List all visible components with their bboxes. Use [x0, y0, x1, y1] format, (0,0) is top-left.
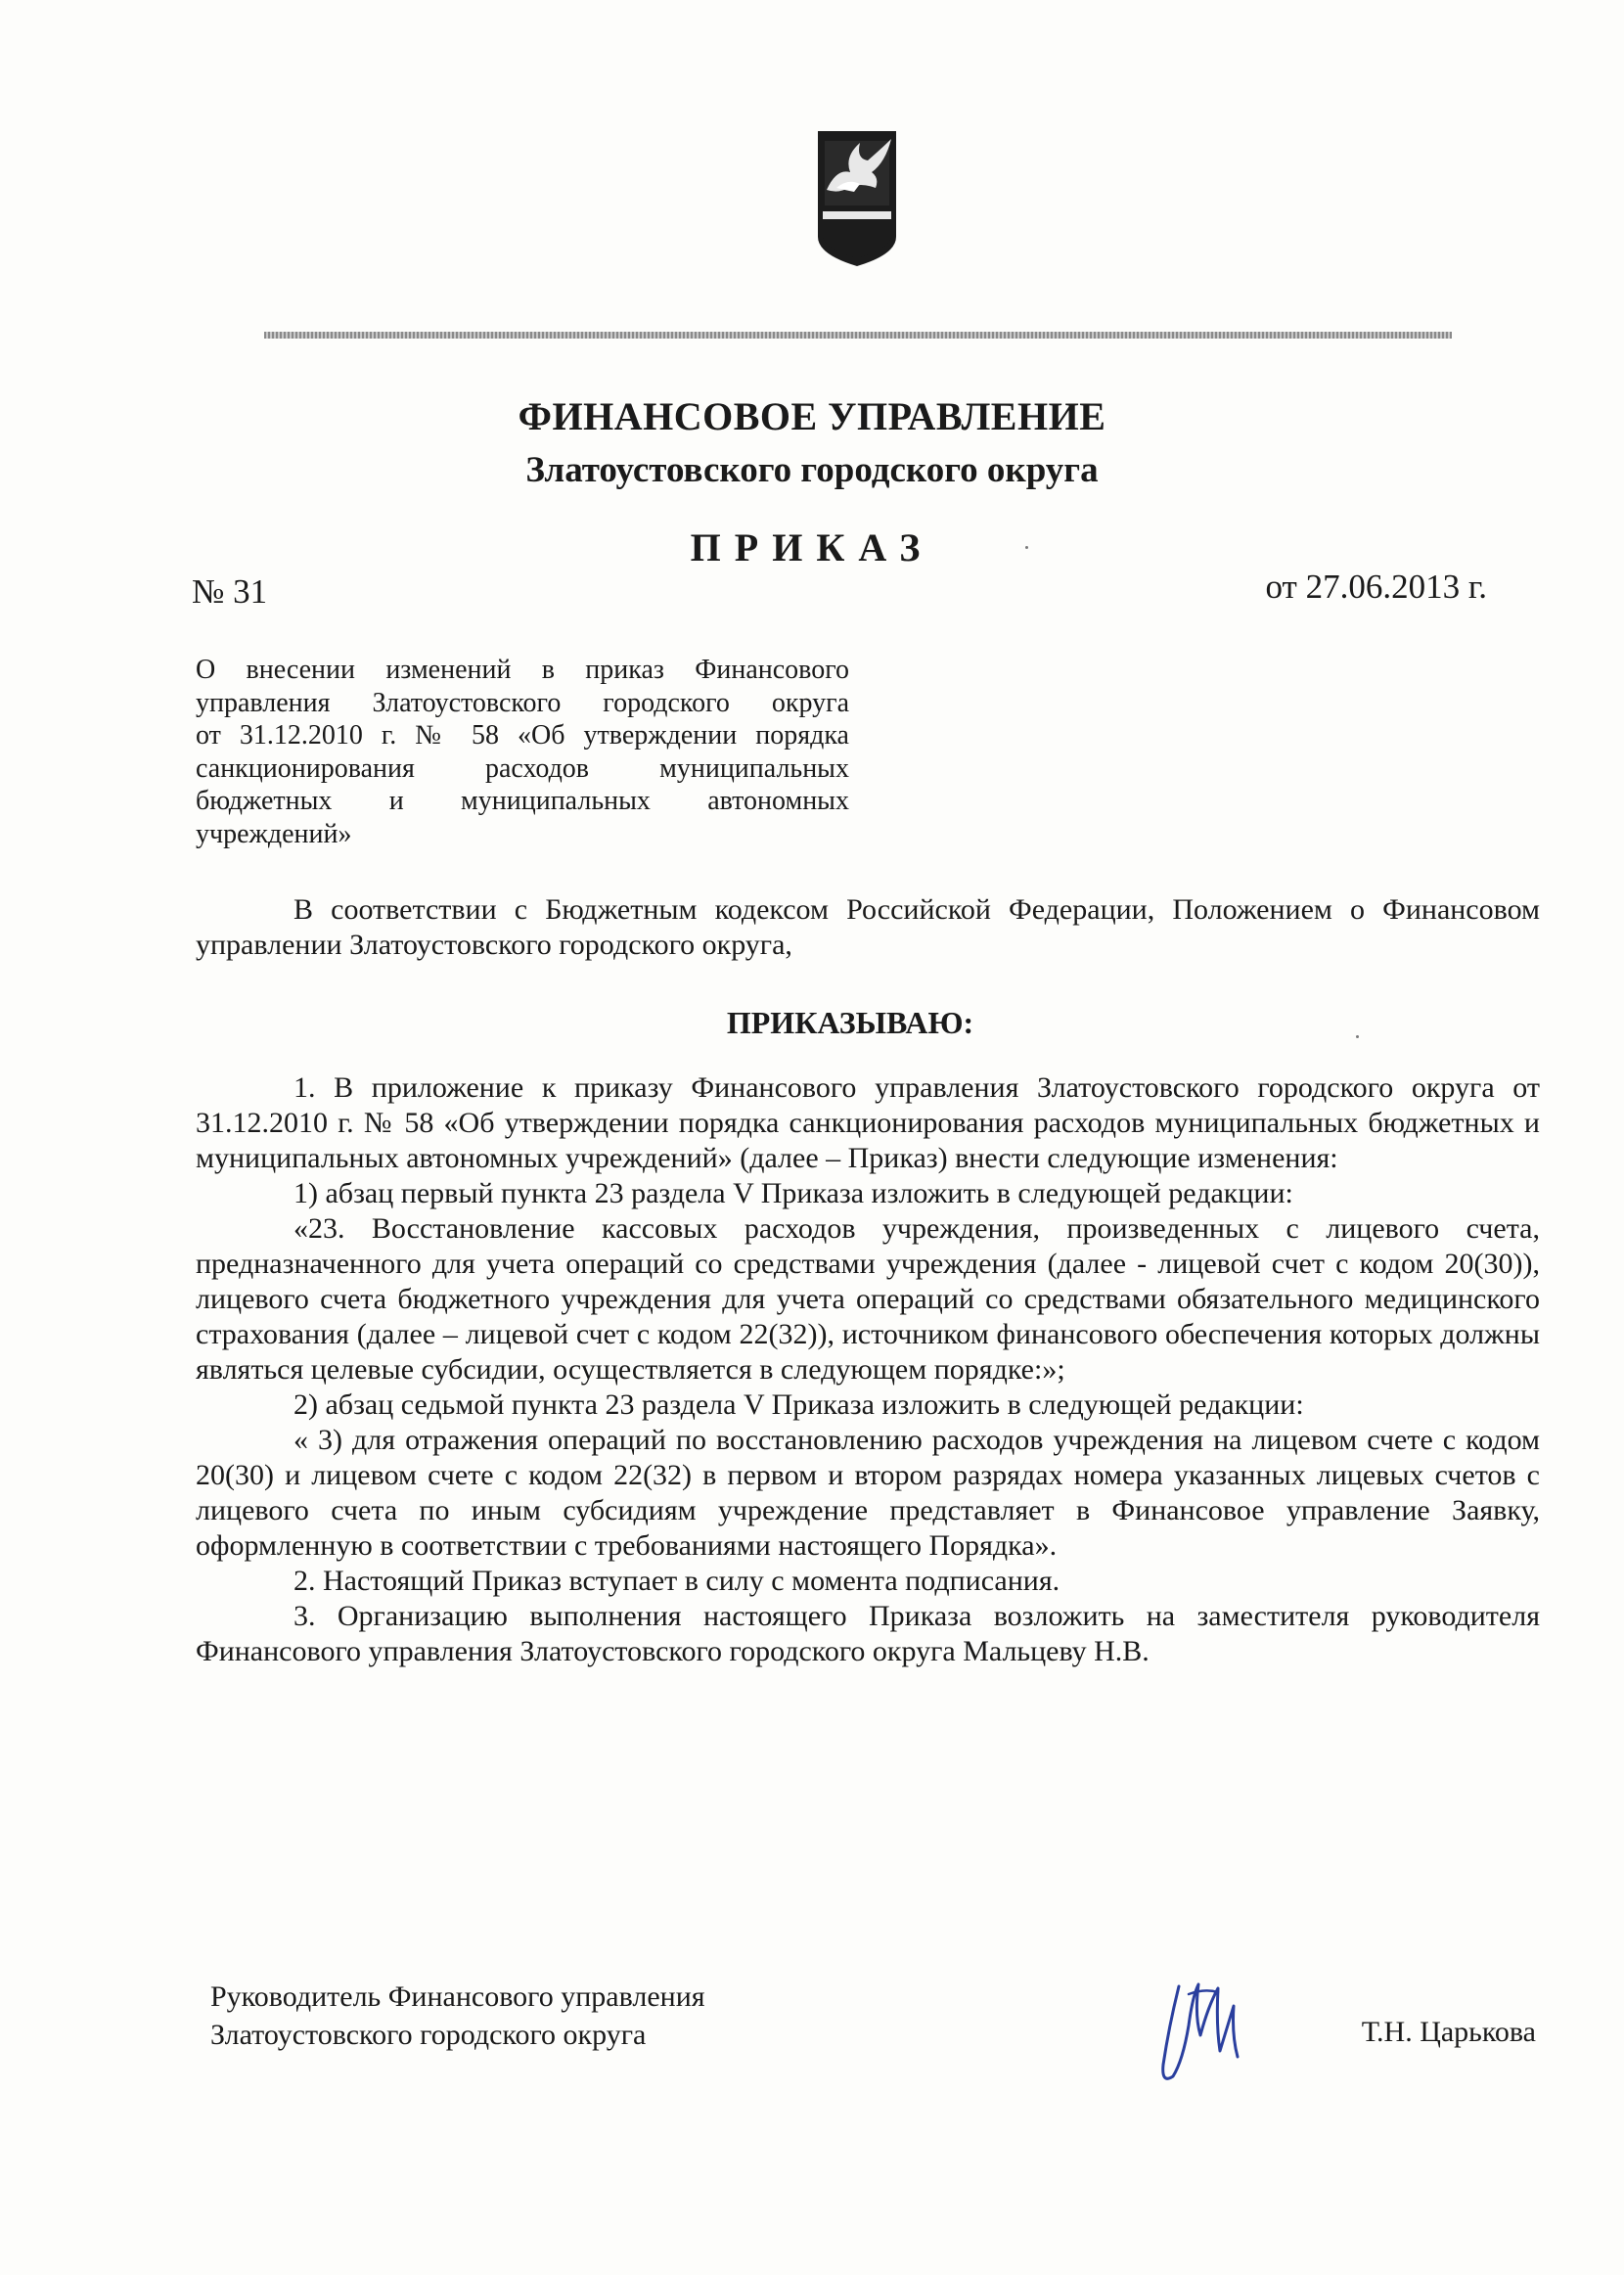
paragraph: 1. В приложение к приказу Финансового управления Златоустовского городского округа от 31.12.2010 г. № 58 «Об утверждении порядка санкционирования расходов муниципальных бюджетных и муниципальных автономных учреждений» (далее – Приказ) внести следующие изменения:	[196, 1071, 1540, 1174]
signer-position-line: Златоустовского городского округа	[210, 2019, 647, 2051]
signer-position	[210, 1978, 705, 2054]
signer-position-line: Руководитель Финансового управления	[210, 1980, 705, 2013]
preamble-text: В соответствии с Бюджетным кодексом Российской Федерации, Положением о Финансовом управлении Златоустовского городского округа,	[196, 893, 1540, 961]
preamble	[196, 892, 1540, 963]
paragraph: 3. Организацию выполнения настоящего Приказа возложить на заместителя руководителя Финансового управления Златоустовского городского округа Мальцеву Н.В.	[196, 1600, 1540, 1667]
subject-line: учреждений»	[196, 818, 352, 849]
organization-name: ФИНАНСОВОЕ УПРАВЛЕНИЕ	[518, 394, 1106, 438]
scan-speck	[1356, 1035, 1359, 1038]
paragraph: 2. Настоящий Приказ вступает в силу с момента подписания.	[293, 1565, 1060, 1597]
order-number: № 31	[192, 572, 268, 611]
subject-line: О внесении изменений в приказ Финансового	[196, 655, 849, 685]
handwritten-signature	[1150, 1967, 1257, 2094]
paragraph: 1) абзац первый пункта 23 раздела V Приказа изложить в следующей редакции:	[293, 1177, 1293, 1209]
subject-line: от 31.12.2010 г. № 58 «Об утверждении порядка	[196, 720, 849, 751]
document-type: ПРИКАЗ	[690, 525, 934, 569]
paragraph: 2) абзац седьмой пункта 23 раздела V Приказа изложить в следующей редакции:	[293, 1388, 1304, 1421]
header-divider	[264, 332, 1452, 339]
signer-name: Т.Н. Царькова	[1361, 2016, 1536, 2048]
order-body	[196, 1070, 1540, 1669]
scan-speck	[1025, 546, 1028, 549]
paragraph: «23. Восстановление кассовых расходов учреждения, произведенных с лицевого счета, предназначенного для учета операций со средствами учреждения (далее - лицевой счет с кодом 20(30)), лицевого счета бюджетного учреждения для учета операций со средствами обязательного медицинского страхования (далее – лицевой счет с кодом 22(32)), источником финансового обеспечения которых должны являться целевые субсидии, осуществляется в следующем порядке:»;	[196, 1212, 1540, 1386]
subject-line: санкционирования расходов муниципальных	[196, 752, 849, 784]
order-date: от 27.06.2013 г.	[1265, 568, 1487, 606]
subject-line: бюджетных и муниципальных автономных	[196, 786, 849, 816]
order-subject	[196, 654, 849, 850]
organization-subtitle: Златоустовского городского округа	[525, 450, 1099, 490]
subject-line: управления Златоустовского городского округа	[196, 687, 849, 718]
coat-of-arms-emblem	[815, 129, 899, 268]
paragraph: « 3) для отражения операций по восстановлению расходов учреждения на лицевом счете с кодом 20(30) и лицевом счете с кодом 22(32) в первом и втором разрядах номера указанных лицевых счетов с лицевого счета по иным субсидиям учреждение представляет в Финансовое управление Заявку, оформленную в соответствии с требованиями настоящего Порядка».	[196, 1424, 1540, 1562]
order-verb: ПРИКАЗЫВАЮ:	[726, 1005, 974, 1040]
